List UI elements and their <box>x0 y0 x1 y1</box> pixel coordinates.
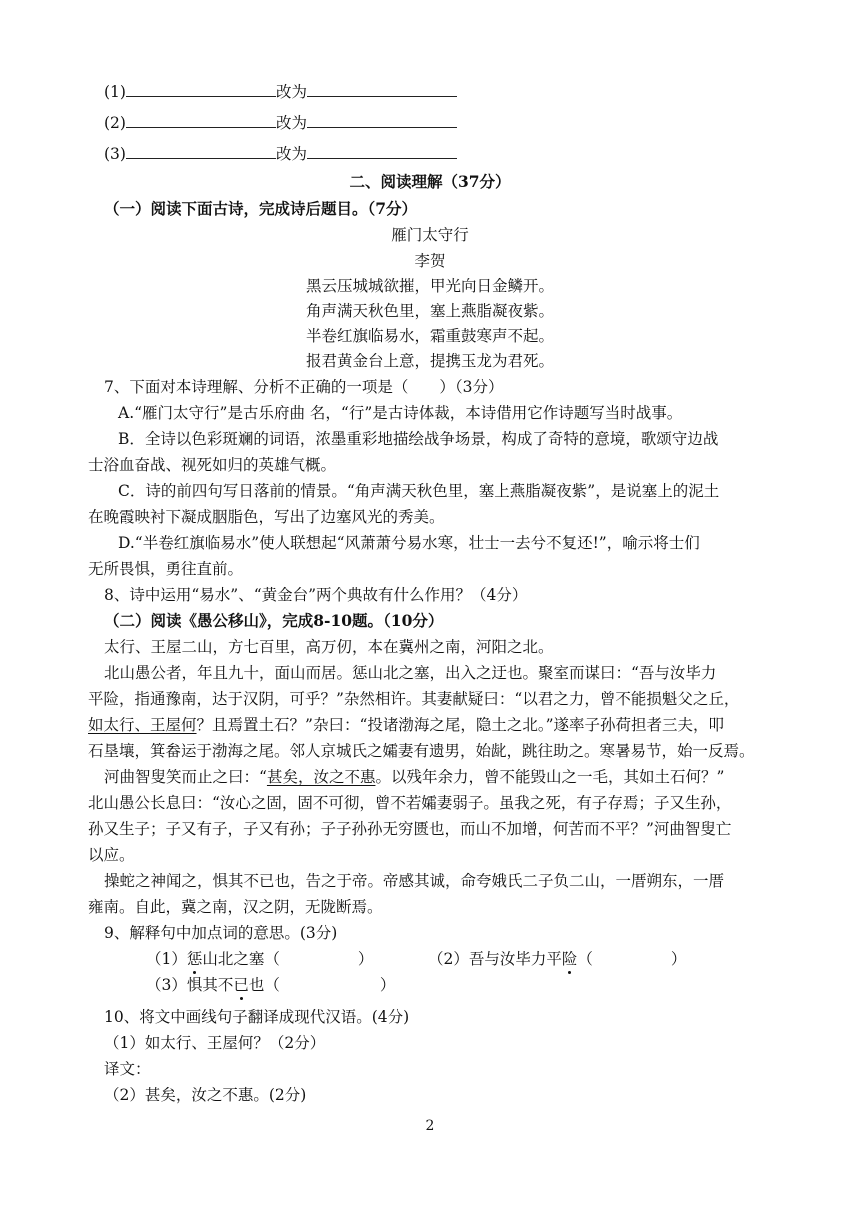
option-c: C．诗的前四句写日落前的情景。“角声满天秋色里，塞上燕脂凝夜紫”，是说塞上的泥土 <box>118 482 720 500</box>
fill-line-3: (3) 改为 <box>104 142 457 164</box>
blank[interactable] <box>126 111 276 128</box>
page-number: 2 <box>425 1118 435 1134</box>
part-title: （一）阅读下面古诗，完成诗后题目。（7分） <box>104 199 418 218</box>
option-b: B．全诗以色彩斑斓的词语，浓墨重彩地描绘战争场景，构成了奇特的意境，歌颂守边战 <box>118 430 719 448</box>
poem-line: 角声满天秋色里，塞上燕脂凝夜紫。 <box>305 302 554 320</box>
q10-sentence-2: （2）甚矣，汝之不惠。(2分) <box>104 1086 307 1104</box>
underlined-sentence: 甚矣，汝之不惠 <box>266 768 376 786</box>
q9-item-3: （3）惧其不已也（ ） <box>146 976 396 994</box>
passage-line: 石垦壤，箕畚运于渤海之尾。邻人京城氏之孀妻有遗男，始龀，跳往助之。寒暑易节，始一反焉。 <box>88 742 755 760</box>
part-title-2: （二）阅读《愚公移山》，完成8-10题。（10分） <box>104 611 444 630</box>
passage-line: 北山愚公者，年且九十，面山而居。惩山北之塞，出入之迂也。聚室而谋曰：“吾与汝毕力 <box>104 664 717 682</box>
passage-line: 以应。 <box>88 846 135 864</box>
dotted-char: 已 <box>233 976 249 994</box>
section-title: 二、阅读理解（37分） <box>349 172 511 191</box>
blank[interactable] <box>307 142 457 159</box>
passage-line: 河曲智叟笑而止之曰：“甚矣，汝之不惠。以残年余力，曾不能毁山之一毛，其如土石何？” <box>104 768 725 786</box>
passage-line: 如太行、王屋何？且焉置土石？”杂曰：“投诸渤海之尾，隐土之北。”遂率子孙荷担者三夫，叩 <box>88 716 725 734</box>
passage-line: 平险，指通豫南，达于汉阴，可乎？”杂然相许。其妻献疑曰：“以君之力，曾不能损魁父之丘， <box>88 690 740 708</box>
fill-line-2: (2) 改为 <box>104 111 457 133</box>
option-d: D.“半卷红旗临易水”使人联想起“风萧萧兮易水寒，壮士一去兮不复还!”，喻示将士们 <box>118 534 700 552</box>
option-b-cont: 士浴血奋战、视死如归的英雄气概。 <box>88 456 337 474</box>
poem-line: 报君黄金台上意，提携玉龙为君死。 <box>305 352 554 370</box>
dotted-char: 惩 <box>186 950 203 968</box>
passage-line: 北山愚公长息曰：“汝心之固，固不可彻，曾不若孀妻弱子。虽我之死，有子存焉；子又生孙， <box>88 794 732 812</box>
option-c-cont: 在晚霞映衬下凝成胭脂色，写出了边塞风光的秀美。 <box>88 508 445 526</box>
translation-label: 译文： <box>104 1060 151 1078</box>
q10-sentence-1: （1）如太行、王屋何？（2分） <box>104 1034 326 1052</box>
passage-line: 雍南。自此，冀之南，汉之阴，无陇断焉。 <box>88 898 383 916</box>
question-9: 9、解释句中加点词的意思。(3分) <box>104 924 338 942</box>
passage-line: 操蛇之神闻之，惧其不已也，告之于帝。帝感其诚，命夸娥氏二子负二山，一厝朔东，一厝 <box>104 872 725 890</box>
passage-line: 孙又生子；子又有子，子又有孙；子子孙孙无穷匮也，而山不加增，何苦而不平？”河曲智叟亡 <box>88 820 732 838</box>
option-d-cont: 无所畏惧，勇往直前。 <box>88 560 244 578</box>
poem-line: 黑云压城城欲摧，甲光向日金鳞开。 <box>305 277 554 295</box>
q9-item-2: （2）吾与汝毕力平险（ ） <box>428 950 687 968</box>
question-8: 8、诗中运用“易水”、“黄金台”两个典故有什么作用？（4分） <box>104 586 528 604</box>
question-10: 10、将文中画线句子翻译成现代汉语。(4分) <box>104 1008 410 1026</box>
poem-title: 雁门太守行 <box>391 226 469 244</box>
blank[interactable] <box>126 142 276 159</box>
option-a: A.“雁门太守行”是古乐府曲 名，“行”是古诗体裁，本诗借用它作诗题写当时战事。 <box>118 404 683 422</box>
q9-item-1: （1）惩山北之塞（ ） <box>146 950 374 968</box>
underlined-sentence: 如太行、王屋何 <box>88 716 197 734</box>
blank[interactable] <box>126 80 276 97</box>
question-7: 7、下面对本诗理解、分析不正确的一项是（ ）（3分） <box>104 378 504 396</box>
poem-line: 半卷红旗临易水，霜重鼓寒声不起。 <box>305 327 554 345</box>
fill-line-1: (1) 改为 <box>104 80 457 102</box>
poem-author: 李贺 <box>414 252 446 270</box>
dotted-char: 险 <box>561 950 578 968</box>
blank[interactable] <box>307 111 457 128</box>
blank[interactable] <box>307 80 457 97</box>
passage-p1: 太行、王屋二山，方七百里，高万仞，本在冀州之南，河阳之北。 <box>104 638 554 656</box>
